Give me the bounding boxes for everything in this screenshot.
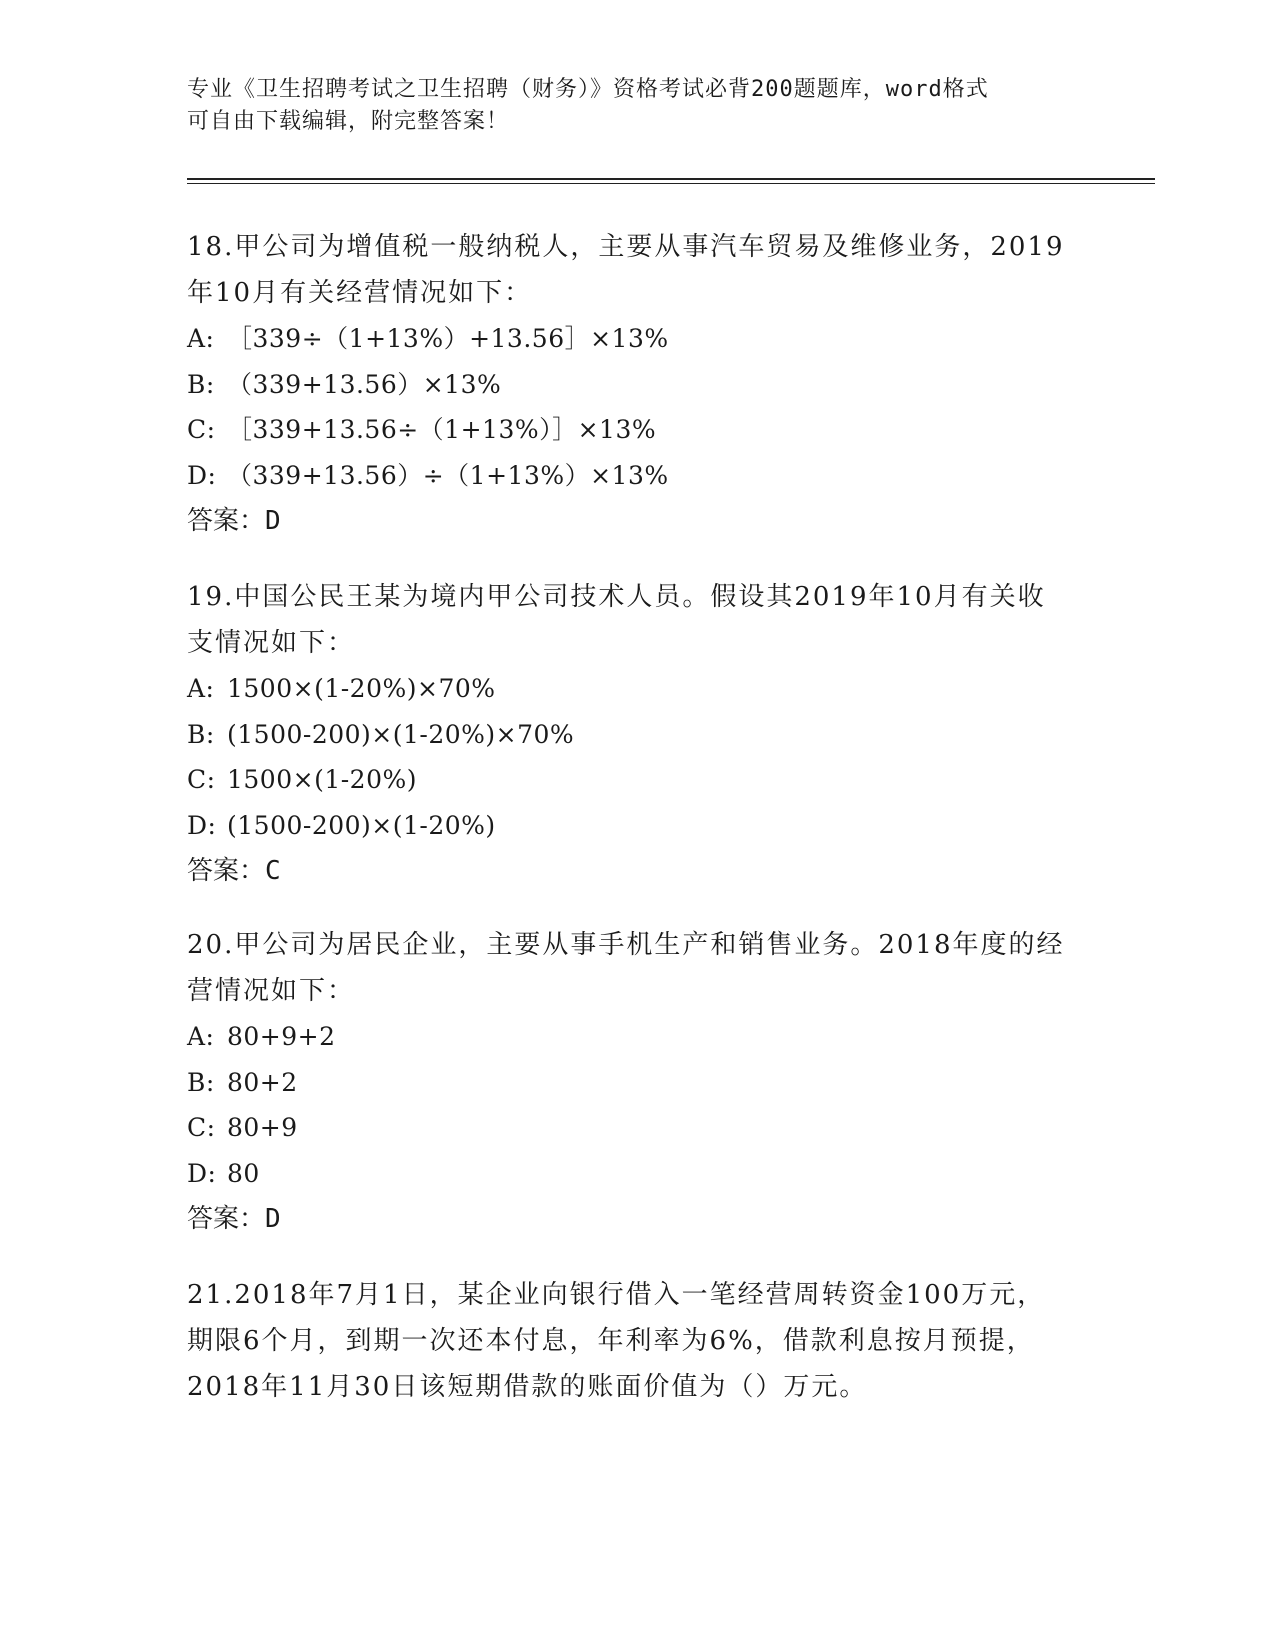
option-letter: A: [187,1022,215,1051]
option-letter: C: [187,765,216,794]
question-stem [187,574,1087,666]
option-text: 1500×(1-20%) [227,765,417,794]
option-b [187,712,1087,758]
option-text: 80+9 [227,1113,298,1142]
question-stem [187,1272,1087,1410]
option-c [187,407,1087,453]
option-text: （339+13.56）×13% [227,369,502,399]
option-letter: D: [187,1158,217,1188]
option-text: ［339÷（1+13%）+13.56］×13% [227,324,669,353]
option-text: 80 [227,1158,260,1188]
question-stem-line: 2018年11月30日该短期借款的账面价值为（）万元。 [187,1372,868,1402]
option-text: (1500-200)×(1-20%)×70% [227,719,575,749]
option-letter: A: [187,674,215,703]
option-c [187,1105,1087,1151]
question-stem-line: 19.中国公民王某为境内甲公司技术人员。假设其2019年10月有关收 [187,582,1046,612]
answer-line: 答案：C [187,856,281,886]
option-text: 80+9+2 [227,1022,336,1051]
question-19 [187,574,1087,894]
document-header [187,74,1087,138]
question-stem-line: 21.2018年7月1日，某企业向银行借入一笔经营周转资金100万元， [187,1280,1046,1310]
option-d [187,453,1087,499]
option-letter: D: [187,460,217,490]
option-letter: C: [187,1113,216,1142]
option-text: (1500-200)×(1-20%) [227,810,496,840]
option-d [187,803,1087,849]
question-stem-line: 20.甲公司为居民企业，主要从事手机生产和销售业务。2018年度的经 [187,930,1065,960]
option-letter: B: [187,1067,215,1097]
option-letter: D: [187,810,217,840]
question-stem-line: 年10月有关经营情况如下： [187,278,533,308]
option-text: 1500×(1-20%)×70% [227,674,496,703]
option-letter: B: [187,719,215,749]
option-text: 80+2 [227,1067,298,1097]
option-a [187,1014,1087,1060]
answer-line: 答案：D [187,506,281,536]
option-d [187,1151,1087,1197]
option-b [187,362,1087,408]
option-b [187,1060,1087,1106]
question-stem-line: 18.甲公司为增值税一般纳税人，主要从事汽车贸易及维修业务，2019 [187,232,1065,262]
question-20 [187,922,1087,1242]
question-stem [187,224,1087,316]
option-c [187,757,1087,803]
header-divider-thin [187,183,1155,184]
header-title-line-1: 专业《卫生招聘考试之卫生招聘（财务）》资格考试必背200题题库，word格式 [187,77,989,102]
question-21 [187,1272,1087,1410]
option-a [187,666,1087,712]
answer-line: 答案：D [187,1204,281,1234]
question-stem [187,922,1087,1014]
option-text: （339+13.56）÷（1+13%）×13% [227,460,669,490]
question-18 [187,224,1087,544]
header-divider-thick [187,178,1155,180]
option-text: ［339+13.56÷（1+13%）］×13% [227,415,657,444]
header-title-line-2: 可自由下载编辑，附完整答案！ [187,109,510,134]
option-a [187,316,1087,362]
option-letter: C: [187,415,216,444]
option-letter: B: [187,369,215,399]
option-letter: A: [187,324,215,353]
question-stem-line: 营情况如下： [187,976,356,1006]
question-stem-line: 期限6个月，到期一次还本付息，年利率为6%，借款利息按月预提， [187,1326,1035,1356]
question-stem-line: 支情况如下： [187,628,356,658]
